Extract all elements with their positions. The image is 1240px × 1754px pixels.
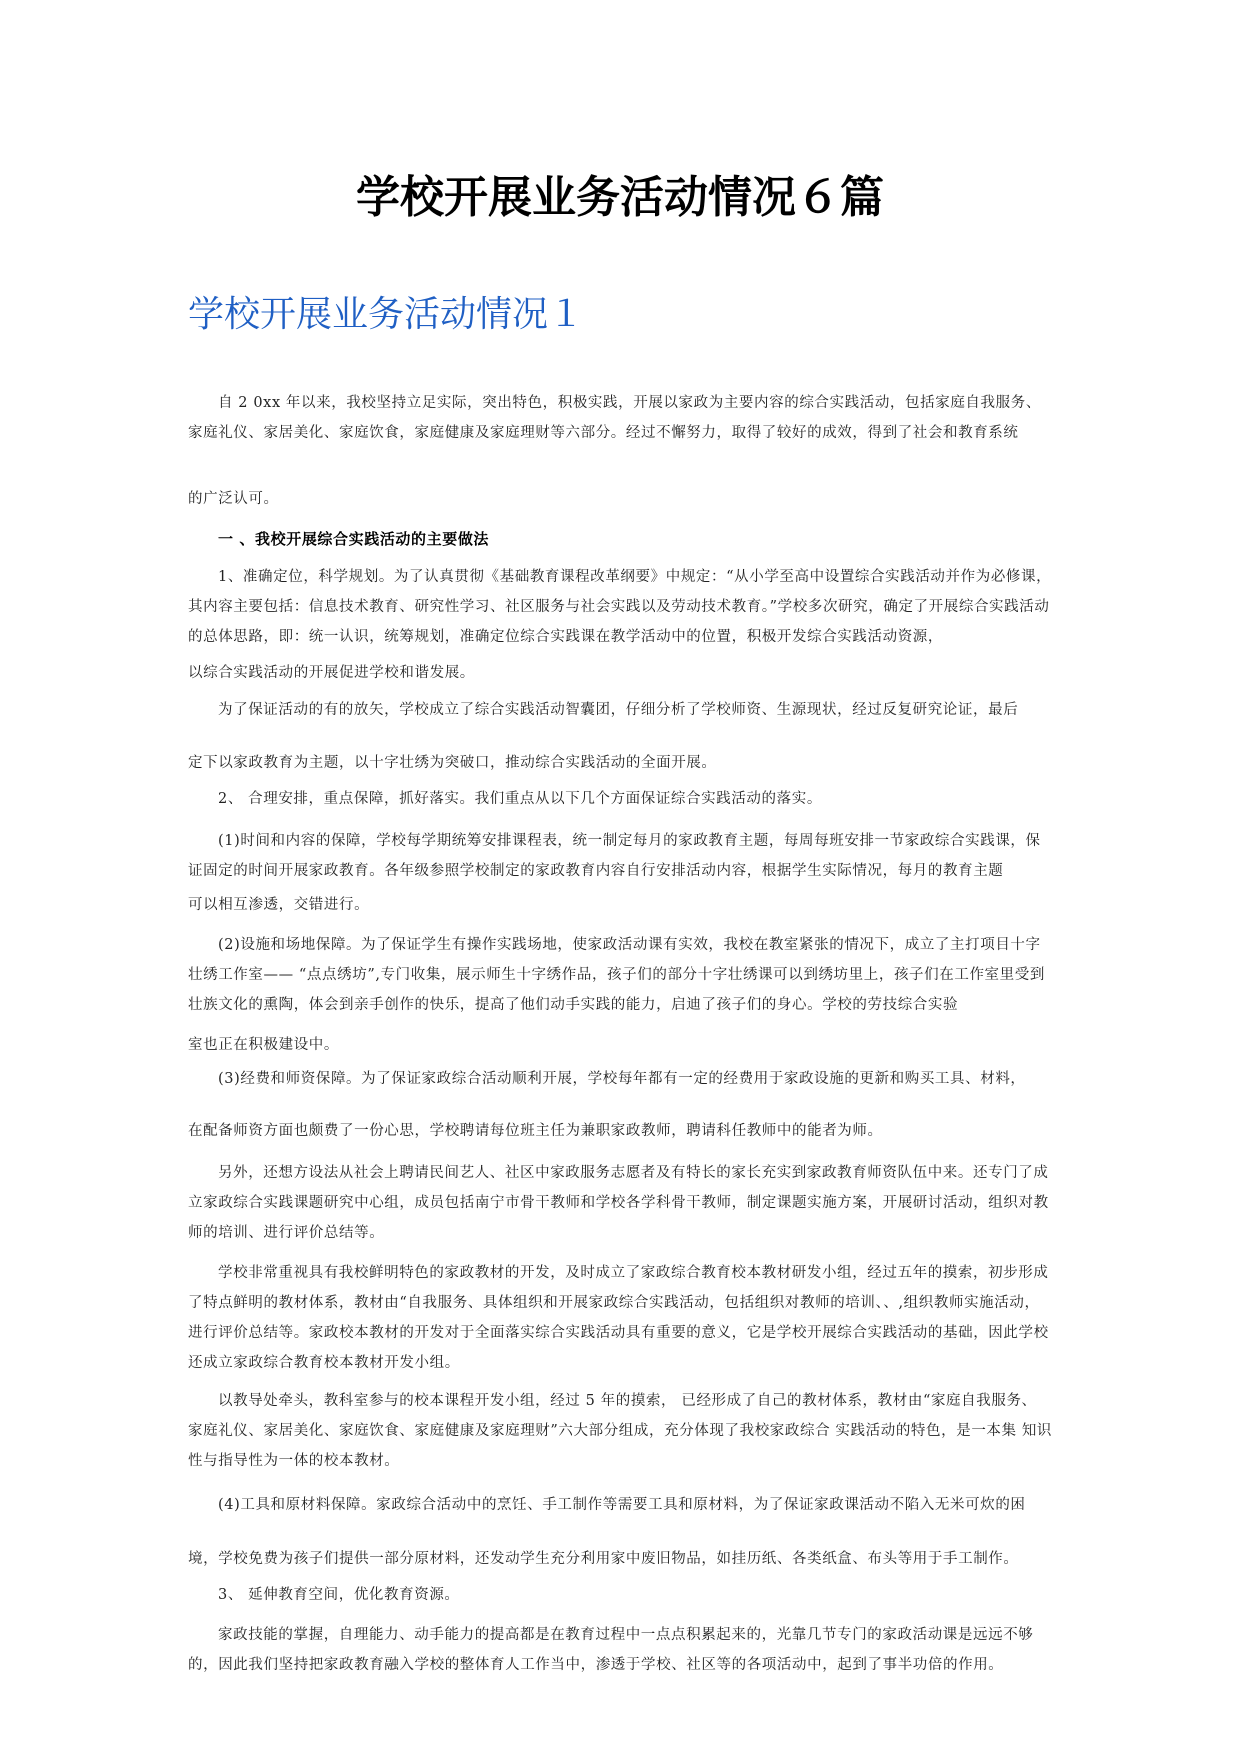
paragraph-arrangement: 2、 合理安排，重点保障，抓好落实。我们重点从以下几个方面保证综合实践活动的落实。 <box>218 791 822 807</box>
paragraph-textbook-dev: 学校非常重视具有我校鲜明特色的家政教材的开发，及时成立了家政综合教育校本教材研发小组，经过五年的摸索，初步形成了特点鲜明的教材体系，教材由“自我服务、具体组织和开展家政综合实践活动，包括组织对教师的培训、、,组织教师实施活动，进行评价总结等。家政校本教材的开发对于全面落实综合实践活动具有重要的意义，它是学校开展综合实践活动的基础，因此学校还成立家政综合教育校本教材开发小组。 <box>188 1265 1049 1371</box>
paragraph-facilities: (2)设施和场地保障。为了保证学生有操作实践场地，使家政活动课有实效，我校在教室紧张的情况下，成立了主打项目十字壮绣工作室—— “点点绣坊”,专门收集，展示师生十字绣作品，孩子们的部分十字壮绣课可以到绣坊里上，孩子们在工作室里受到壮族文化的熏陶，体会到亲手创作的快乐，提高了他们动手实践的能力，启迪了孩子们的身心。学校的劳技综合实验 <box>188 937 1045 1013</box>
paragraph-time-content: (1)时间和内容的保障，学校每学期统筹安排课程表，统一制定每月的家政教育主题，每周每班安排一节家政综合实践课，保证固定的时间开展家政教育。各年级参照学校制定的家政教育内容自行安排活动内容，根据学生实际情况，每月的教育主题 <box>188 833 1041 879</box>
paragraph-think-tank-end: 定下以家政教育为主题，以十字壮绣为突破口，推动综合实践活动的全面开展。 <box>188 755 717 771</box>
section-title: 学校开展业务活动情况１ <box>188 294 585 335</box>
paragraph-external-staff: 另外，还想方设法从社会上聘请民间艺人、社区中家政服务志愿者及有特长的家长充实到家政教育师资队伍中来。还专门了成立家政综合实践课题研究中心组，成员包括南宁市骨干教师和学校各学科骨干教师，制定课题实施方案，开展研讨活动，组织对教师的培训、进行评价总结等。 <box>188 1165 1049 1241</box>
paragraph-intro-end: 的广泛认可。 <box>188 491 279 507</box>
paragraph-think-tank: 为了保证活动的有的放矢，学校成立了综合实践活动智囊团，仔细分析了学校师资、生源现状，经过反复研究论证，最后 <box>218 702 1019 718</box>
paragraph-materials-end: 境，学校免费为孩子们提供一部分原材料，还发动学生充分利用家中废旧物品，如挂历纸、各类纸盒、布头等用于手工制作。 <box>188 1551 1019 1567</box>
heading-main-practices: 一 、我校开展综合实践活动的主要做法 <box>218 530 490 548</box>
paragraph-funding: (3)经费和师资保障。为了保证家政综合活动顺利开展，学校每年都有一定的经费用于家政设施的更新和购买工具、材料， <box>218 1071 1026 1087</box>
paragraph-time-content-end: 可以相互渗透，交错进行。 <box>188 897 370 913</box>
paragraph-curriculum-group: 以教导处牵头，教科室参与的校本课程开发小组，经过 5 年的摸索， 已经形成了自己的教材体系，教材由“家庭自我服务、 家庭礼仪、家居美化、家庭饮食、家庭健康及家庭理财”六大部分组成，充分体现了我校家政综合 实践活动的特色，是一本集 知识性与指导性为一体的校本教材。 <box>188 1393 1053 1469</box>
paragraph-extend-space: 3、 延伸教育空间，优化教育资源。 <box>218 1587 460 1603</box>
paragraph-planning-end: 以综合实践活动的开展促进学校和谐发展。 <box>188 665 475 681</box>
paragraph-skills: 家政技能的掌握，自理能力、动手能力的提高都是在教育过程中一点点积累起来的，光靠几节专门的家政活动课是远远不够的，因此我们坚持把家政教育融入学校的整体育人工作当中，渗透于学校、社区等的各项活动中，起到了事半功倍的作用。 <box>188 1627 1034 1673</box>
paragraph-facilities-end: 室也正在积极建设中。 <box>188 1037 339 1053</box>
paragraph-planning: 1、准确定位，科学规划。为了认真贯彻《基础教育课程改革纲要》中规定：“从小学至高中设置综合实践活动并作为必修课，其内容主要包括：信息技术教育、研究性学习、社区服务与社会实践以及劳动技术教育。”学校多次研究，确定了开展综合实践活动的总体思路，即：统一认识，统筹规划，准确定位综合实践课在教学活动中的位置，积极开发综合实践活动资源， <box>188 569 1052 645</box>
paragraph-intro: 自 2 0xx 年以来，我校坚持立足实际，突出特色，积极实践，开展以家政为主要内容的综合实践活动，包括家庭自我服务、 家庭礼仪、家居美化、家庭饮食，家庭健康及家庭理财等六部分。经过不懈努力，取得了较好的成效，得到了社会和教育系统 <box>188 395 1041 441</box>
paragraph-materials: (4)工具和原材料保障。家政综合活动中的烹饪、手工制作等需要工具和原材料，为了保证家政课活动不陷入无米可炊的困 <box>218 1497 1026 1513</box>
document-title: 学校开展业务活动情况６篇 <box>356 172 884 223</box>
paragraph-funding-end: 在配备师资方面也颇费了一份心思，学校聘请每位班主任为兼职家政教师，聘请科任教师中的能者为师。 <box>188 1123 883 1139</box>
